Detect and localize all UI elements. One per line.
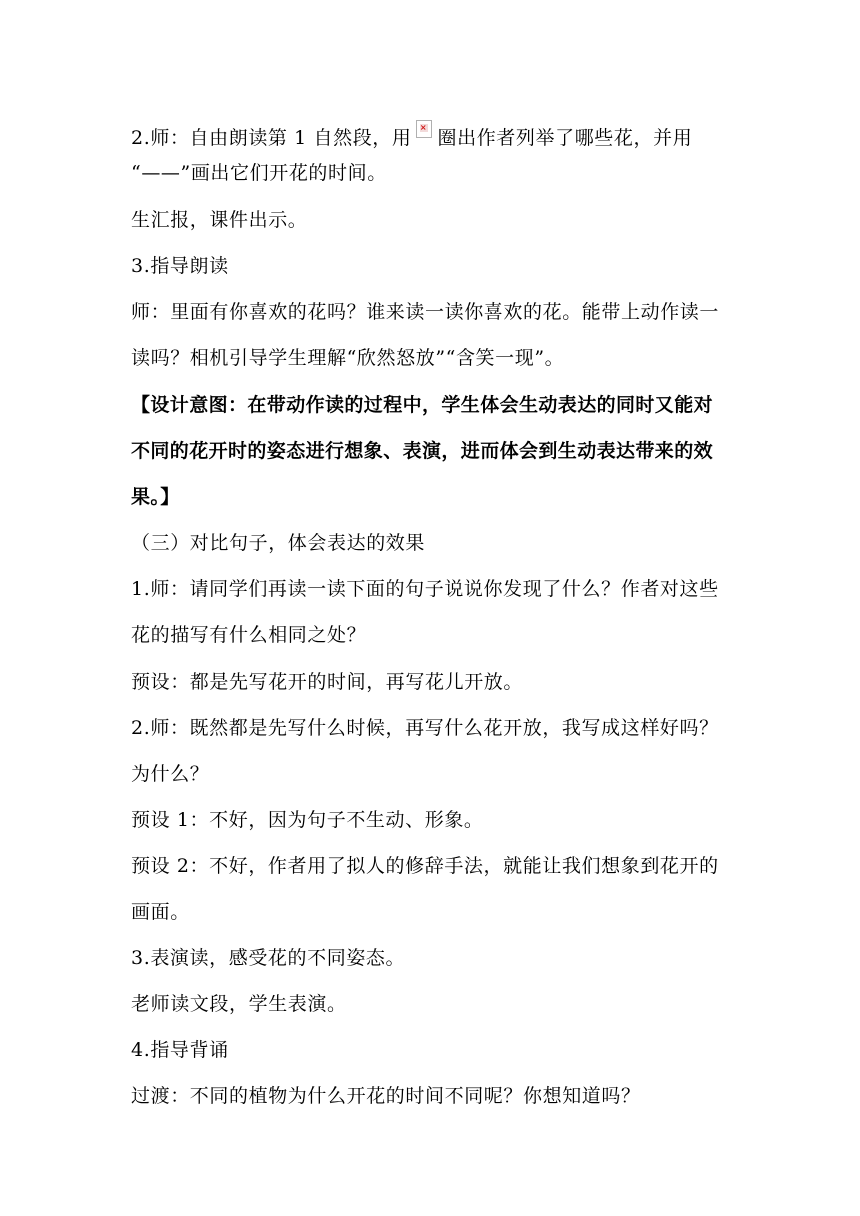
paragraph-line-18: 画面。 (131, 901, 190, 923)
line-text-1a: 2.师：自由朗读第 1 自然段，用 (131, 127, 412, 149)
broken-image-icon: × (416, 120, 432, 138)
design-intent-line-2: 不同的花开时的姿态进行想象、表演，进而体会到生动表达带来的效 (131, 440, 714, 462)
paragraph-line-15: 为什么？ (131, 763, 210, 785)
paragraph-line-22: 过渡：不同的植物为什么开花的时间不同呢？你想知道吗？ (131, 1085, 641, 1107)
paragraph-line-17: 预设 2：不好，作者用了拟人的修辞手法，就能让我们想象到花开的 (131, 855, 719, 877)
paragraph-line-12: 花的描写有什么相同之处？ (131, 624, 367, 646)
line-text-1b: 圈出作者列举了哪些花，并用 (437, 127, 693, 149)
paragraph-line-3: 生汇报，课件出示。 (131, 209, 308, 231)
design-intent-line-1: 【设计意图：在带动作读的过程中，学生体会生动表达的同时又能对 (131, 394, 714, 416)
design-intent-line-3: 果。】 (131, 486, 180, 508)
paragraph-line-6: 读吗？相机引导学生理解“欣然怒放”“含笑一现”。 (131, 347, 565, 369)
section-heading-guided-reading: 3.指导朗读 (131, 255, 229, 277)
section-heading-compare-sentences: （三）对比句子，体会表达的效果 (131, 532, 426, 554)
paragraph-line-11: 1.师：请同学们再读一读下面的句子说说你发现了什么？作者对这些 (131, 578, 719, 600)
section-heading-guided-recitation: 4.指导背诵 (131, 1039, 229, 1061)
paragraph-line-5: 师：里面有你喜欢的花吗？谁来读一读你喜欢的花。能带上动作读一 (131, 301, 720, 323)
paragraph-line-19: 3.表演读，感受花的不同姿态。 (131, 947, 406, 969)
paragraph-line-13: 预设：都是先写花开的时间，再写花儿开放。 (131, 671, 524, 693)
paragraph-line-16: 预设 1：不好，因为句子不生动、形象。 (131, 809, 484, 831)
paragraph-line-20: 老师读文段，学生表演。 (131, 993, 347, 1015)
paragraph-line-14: 2.师：既然都是先写什么时候，再写什么花开放，我写成这样好吗？ (131, 717, 719, 739)
paragraph-line-1 (131, 120, 692, 152)
paragraph-line-2: “——”画出它们开花的时间。 (131, 162, 387, 184)
